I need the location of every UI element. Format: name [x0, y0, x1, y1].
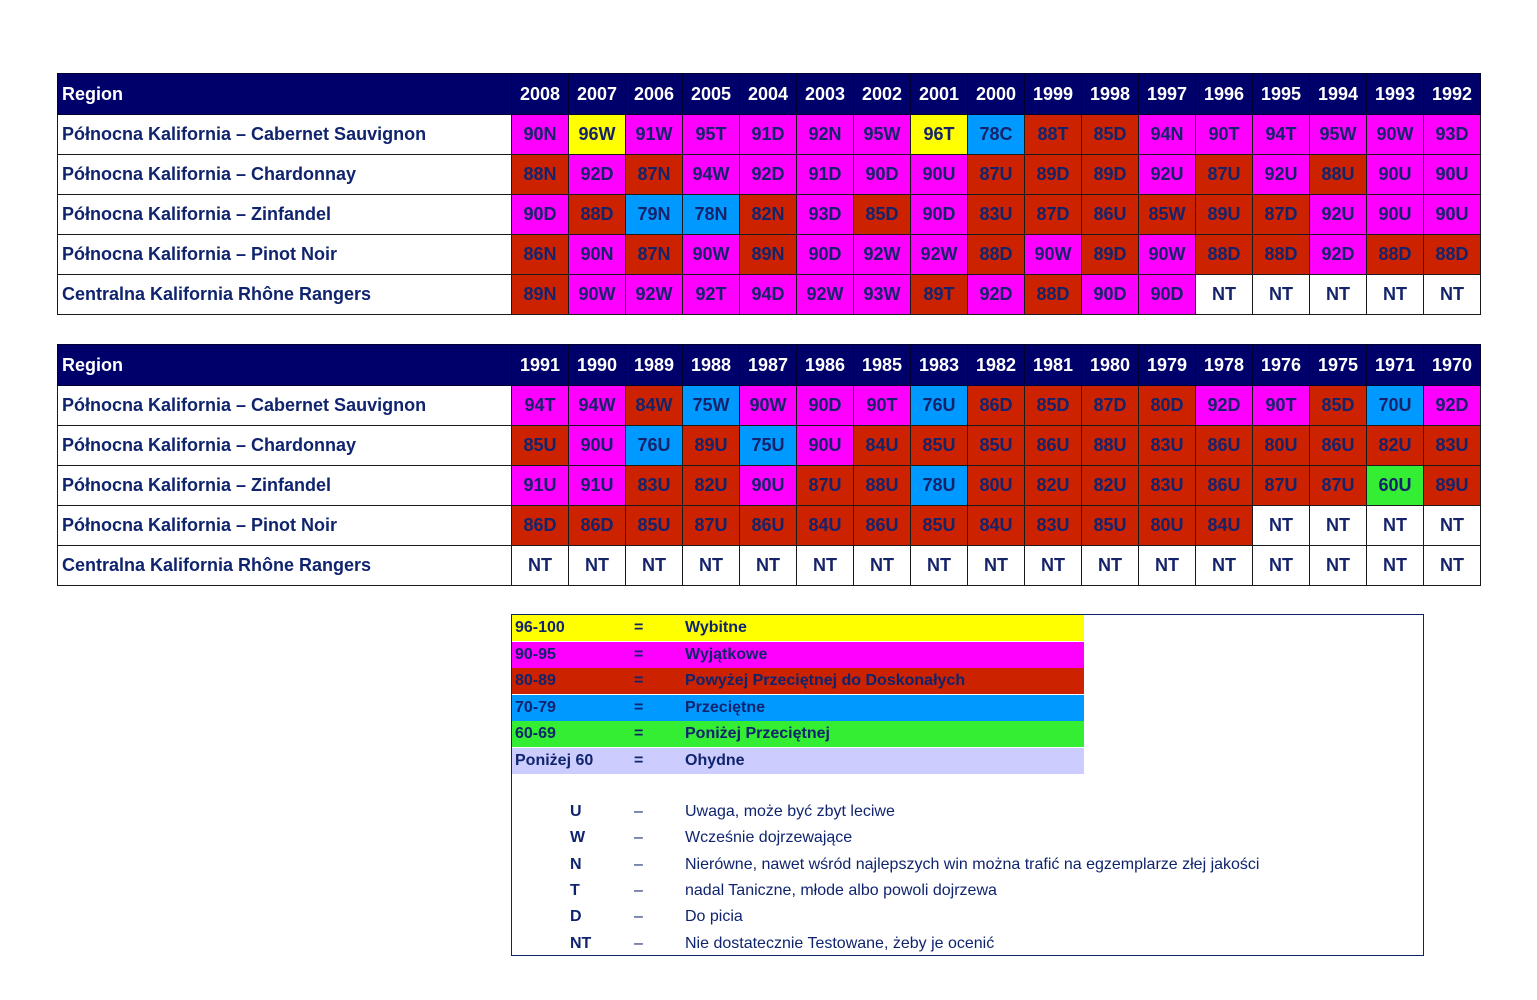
score-cell: 89N [740, 235, 797, 275]
table-row [58, 386, 1481, 426]
legend-key-row [512, 854, 1412, 880]
score-cell: 93D [797, 195, 854, 235]
score-cell: 90W [1139, 235, 1196, 275]
vintage-table-1 [57, 73, 1481, 315]
legend-dash: – [634, 934, 643, 952]
legend-key-text: Uwaga, może być zbyt leciwe [685, 803, 895, 820]
score-cell: 76U [626, 426, 683, 466]
score-cell: 90W [569, 275, 626, 315]
legend-dash: – [634, 908, 643, 926]
score-cell: NT [1253, 546, 1310, 586]
year-header: 1975 [1310, 345, 1367, 386]
score-cell: 93D [1424, 115, 1481, 155]
score-cell: 92D [968, 275, 1025, 315]
year-header: 2007 [569, 74, 626, 115]
legend-key: D [570, 908, 582, 926]
year-header: 1994 [1310, 74, 1367, 115]
year-header: 2006 [626, 74, 683, 115]
score-cell: 86U [740, 506, 797, 546]
score-cell: 87U [968, 155, 1025, 195]
score-cell: NT [1367, 506, 1424, 546]
score-cell: 83U [1025, 506, 1082, 546]
score-cell: 83U [1139, 466, 1196, 506]
score-cell: 84U [854, 426, 911, 466]
region-header: Region [58, 74, 512, 115]
score-cell: 93W [854, 275, 911, 315]
region-cell: Północna Kalifornia – Cabernet Sauvignon [58, 386, 512, 426]
score-cell: 90T [1253, 386, 1310, 426]
year-header: 2003 [797, 74, 854, 115]
score-cell: 90D [797, 235, 854, 275]
score-cell: 90U [740, 466, 797, 506]
score-cell: 84W [626, 386, 683, 426]
year-header: 1981 [1025, 345, 1082, 386]
score-cell: 90N [569, 235, 626, 275]
score-cell: 85U [512, 426, 569, 466]
score-cell: 90T [1196, 115, 1253, 155]
score-cell: 86U [1082, 195, 1139, 235]
year-header: 2000 [968, 74, 1025, 115]
score-cell: 88D [968, 235, 1025, 275]
legend-equals: = [634, 698, 644, 716]
legend-key-row [512, 880, 1412, 906]
legend-range-row [512, 748, 1084, 774]
score-cell: 82N [740, 195, 797, 235]
year-header: 1970 [1424, 345, 1481, 386]
score-cell: 82U [1025, 466, 1082, 506]
legend-key-text: Wcześnie dojrzewające [685, 829, 853, 847]
score-cell: NT [626, 546, 683, 586]
score-cell: 94W [569, 386, 626, 426]
legend-equals: = [634, 751, 644, 769]
score-cell: 88T [1025, 115, 1082, 155]
table-row [58, 195, 1481, 235]
score-cell: 85U [1082, 506, 1139, 546]
legend-range: 60-69 [515, 725, 556, 742]
score-cell: 90U [1424, 195, 1481, 235]
score-cell: 92W [854, 235, 911, 275]
score-cell: 90D [854, 155, 911, 195]
year-header: 1995 [1253, 74, 1310, 115]
score-cell: NT [740, 546, 797, 586]
year-header: 1982 [968, 345, 1025, 386]
region-cell: Północna Kalifornia – Pinot Noir [58, 506, 512, 546]
score-cell: 84U [1196, 506, 1253, 546]
score-cell: 78C [968, 115, 1025, 155]
score-cell: 92D [740, 155, 797, 195]
score-cell: 87U [1310, 466, 1367, 506]
legend-range: 90-95 [515, 645, 556, 663]
legend-range: Poniżej 60 [515, 751, 594, 769]
score-cell: 95T [683, 115, 740, 155]
legend-dash: – [634, 803, 643, 820]
table-row [58, 426, 1481, 466]
year-header: 2001 [911, 74, 968, 115]
score-cell: NT [1253, 506, 1310, 546]
score-cell: NT [1253, 275, 1310, 315]
score-cell: 92N [797, 115, 854, 155]
score-cell: 89T [911, 275, 968, 315]
legend-key-text: nadal Taniczne, młode albo powoli dojrzewa [685, 881, 997, 899]
legend-label: Poniżej Przeciętnej [685, 725, 830, 742]
year-header: 1979 [1139, 345, 1196, 386]
region-cell: Centralna Kalifornia Rhône Rangers [58, 546, 512, 586]
region-cell: Centralna Kalifornia Rhône Rangers [58, 275, 512, 315]
legend-label: Wyjątkowe [685, 645, 768, 663]
score-cell: 86U [1310, 426, 1367, 466]
score-cell: 92D [1424, 386, 1481, 426]
score-cell: 92W [911, 235, 968, 275]
year-header: 2005 [683, 74, 740, 115]
year-header: 1990 [569, 345, 626, 386]
score-cell: 92D [1196, 386, 1253, 426]
score-cell: 95W [1310, 115, 1367, 155]
legend-key-text: Do picia [685, 908, 743, 926]
score-cell: 94T [512, 386, 569, 426]
score-cell: NT [512, 546, 569, 586]
score-cell: 87N [626, 235, 683, 275]
score-cell: 88D [569, 195, 626, 235]
score-cell: 94D [740, 275, 797, 315]
score-cell: 94T [1253, 115, 1310, 155]
legend-range-row [512, 615, 1084, 641]
year-header: 1993 [1367, 74, 1424, 115]
table-header-row [58, 345, 1481, 386]
score-cell: 88U [854, 466, 911, 506]
score-cell: 85W [1139, 195, 1196, 235]
year-header: 1991 [512, 345, 569, 386]
score-cell: 88D [1424, 235, 1481, 275]
year-header: 2002 [854, 74, 911, 115]
year-header: 1996 [1196, 74, 1253, 115]
score-cell: NT [1367, 275, 1424, 315]
year-header: 1989 [626, 345, 683, 386]
year-header: 1992 [1424, 74, 1481, 115]
year-header: 2004 [740, 74, 797, 115]
score-cell: 79N [626, 195, 683, 235]
score-cell: 90T [854, 386, 911, 426]
score-cell: 94N [1139, 115, 1196, 155]
score-cell: 86D [569, 506, 626, 546]
legend-equals: = [634, 619, 644, 636]
score-cell: 90U [1367, 195, 1424, 235]
score-cell: 89U [683, 426, 740, 466]
legend-label: Wybitne [685, 619, 747, 636]
score-cell: 86D [512, 506, 569, 546]
score-cell: 87D [1082, 386, 1139, 426]
score-cell: 88D [1025, 275, 1082, 315]
legend-key: N [570, 855, 582, 873]
score-cell: 91D [740, 115, 797, 155]
legend-dash: – [634, 855, 643, 873]
table-row [58, 155, 1481, 195]
score-cell: 83U [626, 466, 683, 506]
score-cell: 86D [968, 386, 1025, 426]
score-cell: 90D [1139, 275, 1196, 315]
legend-range: 96-100 [515, 619, 565, 636]
score-cell: NT [1196, 275, 1253, 315]
legend-label: Ohydne [685, 751, 745, 769]
score-cell: 89U [1196, 195, 1253, 235]
score-cell: 91U [512, 466, 569, 506]
table-row [58, 115, 1481, 155]
region-cell: Północna Kalifornia – Chardonnay [58, 155, 512, 195]
score-cell: NT [1082, 546, 1139, 586]
score-cell: NT [1424, 546, 1481, 586]
region-cell: Północna Kalifornia – Pinot Noir [58, 235, 512, 275]
score-cell: 87D [1253, 195, 1310, 235]
score-cell: 95W [854, 115, 911, 155]
score-cell: 92U [1310, 195, 1367, 235]
legend-key: NT [570, 934, 592, 952]
score-cell: 90U [1367, 155, 1424, 195]
region-header: Region [58, 345, 512, 386]
legend-key: U [570, 803, 582, 820]
score-cell: NT [1424, 275, 1481, 315]
score-cell: 94W [683, 155, 740, 195]
score-cell: 90U [911, 155, 968, 195]
score-cell: 85D [1025, 386, 1082, 426]
score-cell: 86U [1025, 426, 1082, 466]
score-cell: NT [1139, 546, 1196, 586]
score-cell: 86U [854, 506, 911, 546]
score-cell: 92T [683, 275, 740, 315]
score-cell: 89U [1424, 466, 1481, 506]
score-cell: 80U [1253, 426, 1310, 466]
score-cell: 92U [1139, 155, 1196, 195]
score-cell: 87U [1196, 155, 1253, 195]
score-cell: 82U [1367, 426, 1424, 466]
legend-range-row [512, 668, 1084, 694]
score-cell: 87D [1025, 195, 1082, 235]
score-cell: 83U [1424, 426, 1481, 466]
year-header: 1986 [797, 345, 854, 386]
score-cell: 87N [626, 155, 683, 195]
score-cell: 90U [569, 426, 626, 466]
table-header-row [58, 74, 1481, 115]
score-cell: 90N [512, 115, 569, 155]
score-cell: 87U [797, 466, 854, 506]
year-header: 1971 [1367, 345, 1424, 386]
score-cell: 90U [797, 426, 854, 466]
score-cell: 91W [626, 115, 683, 155]
legend-equals: = [634, 645, 644, 663]
year-header: 1985 [854, 345, 911, 386]
legend-key-row [512, 906, 1412, 932]
score-cell: 82U [1082, 466, 1139, 506]
score-cell: 83U [1139, 426, 1196, 466]
region-cell: Północna Kalifornia – Zinfandel [58, 466, 512, 506]
legend-label: Przeciętne [685, 698, 766, 716]
legend-key-row [512, 801, 1412, 827]
score-cell: NT [854, 546, 911, 586]
score-cell: NT [683, 546, 740, 586]
score-cell: 96W [569, 115, 626, 155]
score-cell: 92D [569, 155, 626, 195]
year-header: 1980 [1082, 345, 1139, 386]
score-cell: 85D [1082, 115, 1139, 155]
score-cell: NT [1424, 506, 1481, 546]
score-cell: 85D [854, 195, 911, 235]
score-cell: 88N [512, 155, 569, 195]
legend-equals: = [634, 672, 644, 689]
score-cell: NT [1310, 506, 1367, 546]
score-cell: 85D [1310, 386, 1367, 426]
score-cell: 85U [911, 506, 968, 546]
score-cell: 89N [512, 275, 569, 315]
legend-key-row [512, 933, 1412, 959]
score-cell: 83U [968, 195, 1025, 235]
year-header: 1998 [1082, 74, 1139, 115]
score-cell: NT [968, 546, 1025, 586]
score-cell: 78U [911, 466, 968, 506]
score-cell: 91U [569, 466, 626, 506]
score-cell: 60U [1367, 466, 1424, 506]
score-cell: 80U [968, 466, 1025, 506]
score-cell: 88U [1310, 155, 1367, 195]
score-cell: 90W [683, 235, 740, 275]
score-cell: 85U [911, 426, 968, 466]
score-cell: 90D [797, 386, 854, 426]
score-cell: 87U [1253, 466, 1310, 506]
score-cell: 89D [1025, 155, 1082, 195]
table-row [58, 546, 1481, 586]
year-header: 1987 [740, 345, 797, 386]
region-cell: Północna Kalifornia – Cabernet Sauvignon [58, 115, 512, 155]
legend-range-row [512, 695, 1084, 721]
legend-dash: – [634, 829, 643, 847]
legend-key-row [512, 827, 1412, 853]
legend-box [511, 614, 1424, 956]
score-cell: 70U [1367, 386, 1424, 426]
score-cell: 90D [512, 195, 569, 235]
score-cell: 76U [911, 386, 968, 426]
score-cell: 90W [1367, 115, 1424, 155]
score-cell: 85U [626, 506, 683, 546]
year-header: 2008 [512, 74, 569, 115]
year-header: 1988 [683, 345, 740, 386]
score-cell: 84U [968, 506, 1025, 546]
score-cell: 96T [911, 115, 968, 155]
score-cell: 87U [683, 506, 740, 546]
legend-label: Powyżej Przeciętnej do Doskonałych [685, 672, 966, 689]
score-cell: 92D [1310, 235, 1367, 275]
score-cell: 84U [797, 506, 854, 546]
region-cell: Północna Kalifornia – Zinfandel [58, 195, 512, 235]
score-cell: 92U [1253, 155, 1310, 195]
score-cell: NT [569, 546, 626, 586]
region-cell: Północna Kalifornia – Chardonnay [58, 426, 512, 466]
score-cell: 88U [1082, 426, 1139, 466]
legend-key: W [570, 829, 586, 847]
legend-key-text: Nierówne, nawet wśród najlepszych win można trafić na egzemplarze złej jakości [685, 855, 1260, 873]
table-row [58, 235, 1481, 275]
score-cell: NT [1025, 546, 1082, 586]
score-cell: 90D [911, 195, 968, 235]
score-cell: 86N [512, 235, 569, 275]
score-cell: NT [797, 546, 854, 586]
score-cell: 90W [740, 386, 797, 426]
score-cell: 75U [740, 426, 797, 466]
score-cell: 89D [1082, 155, 1139, 195]
score-cell: 78N [683, 195, 740, 235]
score-cell: 90D [1082, 275, 1139, 315]
legend-range-row [512, 721, 1084, 747]
legend-range-row [512, 642, 1084, 668]
score-cell: 88D [1196, 235, 1253, 275]
score-cell: 75W [683, 386, 740, 426]
score-cell: NT [1310, 546, 1367, 586]
score-cell: 86U [1196, 466, 1253, 506]
score-cell: 80U [1139, 506, 1196, 546]
year-header: 1983 [911, 345, 968, 386]
score-cell: 92W [797, 275, 854, 315]
score-cell: 92W [626, 275, 683, 315]
legend-equals: = [634, 725, 644, 742]
score-cell: 86U [1196, 426, 1253, 466]
table-row [58, 466, 1481, 506]
score-cell: 90W [1025, 235, 1082, 275]
legend-range: 80-89 [515, 672, 556, 689]
score-cell: 90U [1424, 155, 1481, 195]
score-cell: 88D [1253, 235, 1310, 275]
legend-range: 70-79 [515, 698, 556, 716]
year-header: 1999 [1025, 74, 1082, 115]
score-cell: 88D [1367, 235, 1424, 275]
score-cell: NT [1367, 546, 1424, 586]
year-header: 1978 [1196, 345, 1253, 386]
legend-key-text: Nie dostatecznie Testowane, żeby je ocenić [685, 934, 995, 952]
legend-key: T [570, 881, 580, 899]
table-row [58, 506, 1481, 546]
score-cell: NT [911, 546, 968, 586]
vintage-table-2 [57, 344, 1481, 586]
score-cell: 89D [1082, 235, 1139, 275]
legend-dash: – [634, 881, 643, 899]
score-cell: 85U [968, 426, 1025, 466]
table-row [58, 275, 1481, 315]
score-cell: NT [1196, 546, 1253, 586]
score-cell: 91D [797, 155, 854, 195]
year-header: 1997 [1139, 74, 1196, 115]
score-cell: 82U [683, 466, 740, 506]
score-cell: NT [1310, 275, 1367, 315]
score-cell: 80D [1139, 386, 1196, 426]
year-header: 1976 [1253, 345, 1310, 386]
